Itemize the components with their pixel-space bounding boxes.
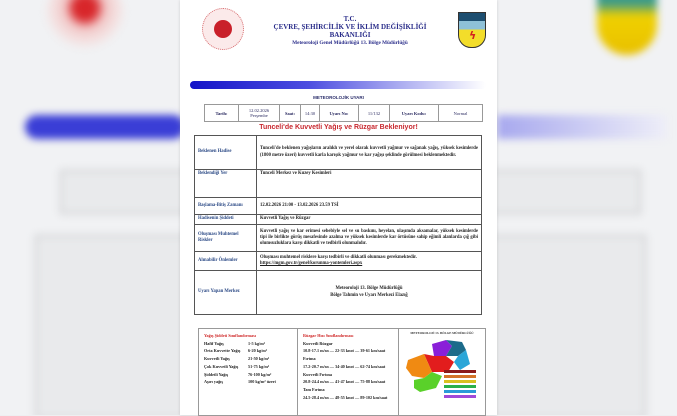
issuing-center-line2: Bölge Tahmin ve Uyarı Merkezi Elazığ [330,292,408,298]
row-value: Kuvvetli Yağış ve Rüzgar [257,215,482,225]
table-row [195,225,482,252]
row-key: Uyarı Yapan Merkez [195,271,257,315]
row-key: Başlama-Bitiş Zamanı [195,198,257,215]
map-title: METEOROLOJİ 13. BÖLGE MÜDÜRLÜĞÜ [410,331,474,335]
warning-document [180,0,497,415]
document-header [180,0,497,60]
row-value [257,271,482,315]
table-row [195,252,482,271]
wind-class-value: 24.5-28.4 m/sn — 48-55 knot — 89-102 km/saat [303,394,388,400]
wind-class-label: Tam Fırtına [303,386,325,392]
header-tc: T.C. [343,15,357,23]
wind-class-value: 20.8-24.4 m/sn — 41-47 knot — 75-88 km/saat [303,379,386,385]
warning-code-value: Normal [453,110,468,116]
ministry-seal-icon [202,8,244,50]
row-value [257,252,482,271]
region-map-icon [402,336,480,398]
wind-class-value: 10.8-17.1 m/sn — 22-33 knot — 39-61 km/saat [303,348,386,354]
header-ministry-line2: BAKANLIĞI [329,31,371,39]
classification-legend [198,328,486,416]
table-row [195,170,482,198]
row-key: Oluşması Muhtemel Riskler [195,225,257,252]
warning-no-label: Uyarı No: [320,105,359,121]
background-blur-right [497,0,677,415]
row-key: Beklenen Hadise [195,136,257,170]
list-item: Çok Kuvvetli Yağış 51-75 kg/m² [204,363,270,369]
warning-headline: Tunceli'de Kuvvetli Yağış ve Rüzgar Bekleniyor! [259,124,418,131]
warning-no-value: 11/132 [359,105,390,121]
warning-meta-table [204,104,483,122]
region-map-panel [399,329,485,415]
date-value: 12.02.2026 [248,108,270,113]
ministry-heading [250,15,450,47]
row-value: Tunceli Merkez ve Kuzey Kesimleri [257,170,482,198]
list-item: Hafif Yağış 1-5 kg/m² [204,340,265,346]
header-ministry-line1: ÇEVRE, ŞEHİRCİLİK VE İKLİM DEĞİŞİKLİĞİ [273,23,427,31]
lightning-icon: ϟ [469,29,477,42]
wind-class-label: Fırtına [303,356,316,362]
header-divider-bar [190,81,486,89]
table-row [195,215,482,225]
row-key: Beklendiği Yer [195,170,257,198]
date-label: Tarih: [205,105,239,121]
row-value: Kuvvetli yağış ve kar erimesi sebebiyle sel ve su baskını, heyelan, ulaşımda aksamalar, yüksek kesimlerde tipi ile birlikte görüş mesafesinde azalma ve yüksek kesimlerde kar örtüsüne sahip eğimli alanlarda çığ gibi olumsuzluklara karşı dikkatli ve tedbirli olunmalıdır. [257,225,482,252]
time-label: Saat: [280,105,301,121]
table-row [195,271,482,315]
wind-classification-title: Rüzgar Hızı Sınıflandırması [303,333,354,338]
list-item: Kuvvetli Yağış 21-50 kg/m² [204,356,270,362]
wind-class-label: Kuvvetli Fırtına [303,371,332,377]
row-key: Alınabilir Önlemler [195,252,257,271]
list-item: Şiddetli Yağış 76-100 kg/m² [204,371,272,377]
day-value: Perşembe [250,113,268,118]
warning-code-label: Uyarı Kodu: [390,105,439,121]
wind-class-value: 17.2-20.7 m/sn — 34-40 knot — 62-74 km/saat [303,363,386,369]
row-value: 12.02.2026 21:00 - 13.02.2026 23.59 TSİ [257,198,482,215]
list-item: Aşırı yağış 100 kg/m² üzeri [204,379,276,385]
background-blur-left [0,0,180,415]
protection-methods-link[interactable]: https://mgm.gov.tr/genel/korunma-yontemleri.aspx [260,261,363,266]
table-row [195,198,482,215]
row-key: Hadisenin Şiddeti [195,215,257,225]
meteorology-emblem-icon [458,12,486,48]
wind-classification [298,329,399,415]
rain-classification [199,329,298,415]
document-title: METEOROLOJİK UYARI [313,95,364,100]
list-item: Orta Kuvvette Yağış 6-20 kg/m² [204,348,268,354]
row-value: Tunceli'de beklenen yağışların aralıklı ve yerel olarak kuvvetli yağmur ve sağanak yağış, yüksek kesimlerde (1800 metre üzeri) kuvvetli karla karışık yağmur ve kar yağışı şeklinde görülmesi beklenmektedir. [257,136,482,170]
warning-details-table [194,135,482,315]
issuing-center-line1: Meteoroloji 13. Bölge Müdürlüğü [335,286,403,292]
rain-classification-title: Yağış Şiddeti Sınıflandırması [204,333,256,338]
time-value: 14:30 [301,105,320,121]
wind-class-label: Kuvvetli Rüzgar [303,340,333,346]
date-cell [239,105,280,121]
table-row [195,136,482,170]
header-directorate: Meteoroloji Genel Müdürlüğü 13. Bölge Müdürlüğü [292,40,408,46]
precautions-text: Oluşması muhtemel risklere karşı tedbirli ve dikkatli olunması gerekmektedir. [260,254,417,260]
